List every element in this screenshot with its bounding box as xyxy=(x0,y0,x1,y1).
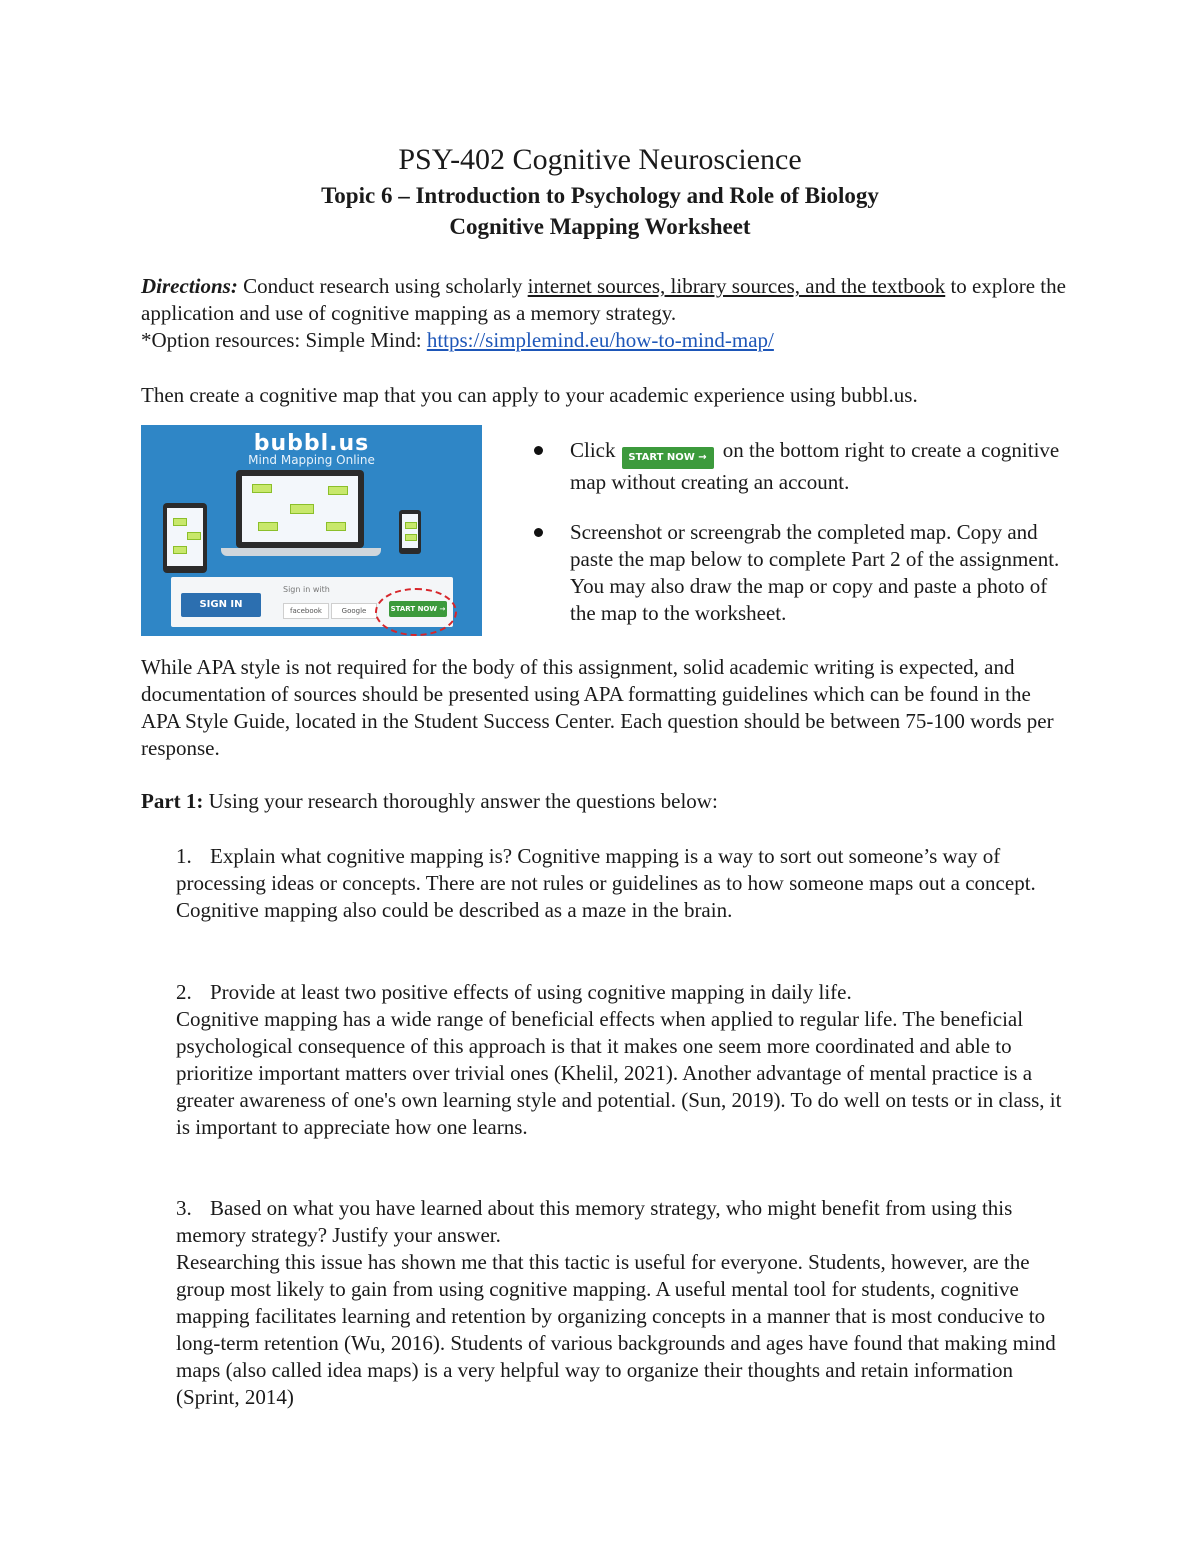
map-node xyxy=(173,518,187,526)
directions-paragraph xyxy=(141,273,1071,354)
question-2 xyxy=(176,979,1066,1141)
laptop-device xyxy=(236,470,364,548)
map-node xyxy=(326,522,346,531)
directions-text-end: to explore the application and use of cognitive mapping as a memory strategy. xyxy=(141,274,1066,325)
map-node xyxy=(405,534,417,541)
map-node xyxy=(258,522,278,531)
question-2-answer: Cognitive mapping has a wide range of beneficial effects when applied to regular life. The beneficial psychological consequence of this approach is that it makes one seem more coordinated and able to prioritize important matters over trivial ones (Khelil, 2021). Another advantage of mental practice is a greater awareness of one's own learning style and potential. (Sun, 2019). To do well on tests or in class, it is important to appreciate how one learns. xyxy=(176,1007,1062,1139)
bullet-start-now xyxy=(570,437,1070,496)
directions-text: Conduct research using scholarly xyxy=(237,274,528,298)
simplemind-link[interactable]: https://simplemind.eu/how-to-mind-map/ xyxy=(426,328,774,352)
bullet-screenshot: Screenshot or screengrab the completed map. Copy and paste the map below to complete Part 2 of the assignment. You may also draw the map or copy and paste a photo of the map to the worksheet. xyxy=(570,520,1060,625)
laptop-screen xyxy=(242,476,358,542)
question-1-text: Explain what cognitive mapping is? Cognitive mapping is a way to sort out someone’s way of processing ideas or concepts. There are not rules or guidelines as to how someone maps out a concept. Cognitive mapping also could be described as a maze in the brain. xyxy=(176,844,1036,922)
click-word: Click xyxy=(570,438,616,462)
bubbl-instruction: Then create a cognitive map that you can apply to your academic experience using bubbl.us. xyxy=(141,383,918,407)
part1-label: Part 1: xyxy=(141,789,204,813)
bubbl-logo: bubbl.us xyxy=(253,431,370,456)
part1-line xyxy=(141,788,1071,815)
question-3-answer: Researching this issue has shown me that this tactic is useful for everyone. Students, however, are the group most likely to gain from using cognitive mapping. A useful mental tool for students, cognitive mapping facilitates learning and retention by organizing concepts in a manner that is most conducive to long-term retention (Wu, 2016). Students of various backgrounds and ages have found that making mind maps (also called idea maps) is a very helpful way to organize their thoughts and retain information (Sprint, 2014) xyxy=(176,1250,1056,1409)
phone-device xyxy=(399,510,421,554)
directions-label: Directions: xyxy=(141,274,238,298)
google-button: Google xyxy=(331,603,377,619)
question-number: 1. xyxy=(176,844,192,868)
map-node xyxy=(405,522,417,529)
apa-paragraph: While APA style is not required for the body of this assignment, solid academic writing is expected, and documentation of sources should be presented using APA formatting guidelines which can be found in the APA Style Guide, located in the Student Success Center. Each question should be between 75-100 words per response. xyxy=(141,655,1054,760)
tablet-device xyxy=(163,503,207,573)
facebook-button: facebook xyxy=(283,603,329,619)
question-2-text: Provide at least two positive effects of using cognitive mapping in daily life. xyxy=(210,980,852,1004)
laptop-base xyxy=(221,548,381,556)
part1-text: Using your research thoroughly answer the questions below: xyxy=(203,789,718,813)
bullet-icon xyxy=(534,446,543,455)
question-1 xyxy=(176,843,1066,924)
start-now-button: START NOW → xyxy=(622,447,714,469)
bullet-icon xyxy=(534,528,543,537)
worksheet-heading: Cognitive Mapping Worksheet xyxy=(449,214,751,239)
course-title: PSY-402 Cognitive Neuroscience xyxy=(398,143,802,176)
social-prompt: Sign in with xyxy=(283,585,330,594)
question-3 xyxy=(176,1195,1066,1411)
tablet-screen xyxy=(167,508,203,566)
sign-in-button: SIGN IN xyxy=(181,593,261,617)
question-number: 2. xyxy=(176,980,192,1004)
map-node xyxy=(290,504,314,514)
bullet-start-text: on the bottom right to create a cognitive map without creating an account. xyxy=(570,438,1060,494)
question-3-text: Based on what you have learned about this memory strategy, who might benefit from using this memory strategy? Justify your answer. xyxy=(176,1196,1013,1247)
highlight-circle xyxy=(375,588,457,636)
map-node xyxy=(328,486,348,495)
map-node xyxy=(187,532,201,540)
question-number: 3. xyxy=(176,1196,192,1220)
directions-sources: internet sources, library sources, and the textbook xyxy=(527,274,946,298)
phone-screen xyxy=(402,514,418,548)
map-node xyxy=(252,484,272,493)
bubbl-tagline: Mind Mapping Online xyxy=(248,453,375,467)
start-now-mini-button: START NOW → xyxy=(389,601,447,617)
option-resources-label: *Option resources: Simple Mind: xyxy=(141,328,427,352)
topic-heading: Topic 6 – Introduction to Psychology and Role of Biology xyxy=(321,183,879,208)
map-node xyxy=(173,546,187,554)
